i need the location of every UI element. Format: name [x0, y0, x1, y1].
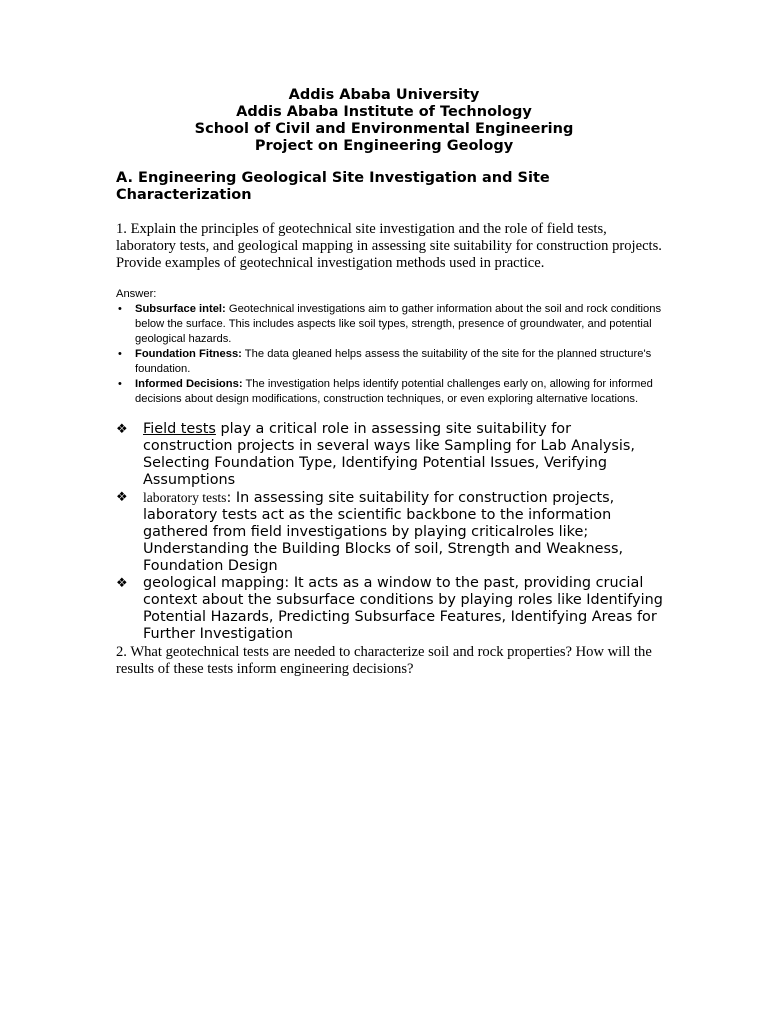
roles-list — [116, 421, 664, 643]
list-item — [116, 421, 664, 489]
institute-name: Addis Ababa Institute of Technology — [236, 104, 532, 120]
point-text: The investigation helps identify potential challenges early on, allowing for informed decisions about design modifications, construction techniques, or even exploring alternative locations. — [135, 378, 653, 405]
laboratory-tests-term: laboratory tests — [143, 490, 227, 505]
list-item — [116, 377, 664, 407]
question-2: 2. What geotechnical tests are needed to characterize soil and rock properties? How will the results of these tests inform engineering decisions? — [116, 644, 652, 678]
bullet-icon: • — [118, 303, 122, 315]
diamond-bullet-icon: ❖ — [116, 422, 128, 437]
field-tests-text: play a critical role in assessing site suitability for construction projects in several ways like Sampling for Lab Analysis, Selecting Foundation Type, Identifying Potential Issues, Verifying Assumptions — [143, 421, 635, 488]
list-item — [116, 302, 664, 347]
diamond-bullet-icon: ❖ — [116, 576, 128, 591]
answer-label: Answer: — [116, 288, 157, 300]
geological-mapping-text: geological mapping: It acts as a window to the past, providing crucial context about the subsurface conditions by playing roles like Identifying Potential Hazards, Predicting Subsurface Features, Identifying Areas for Further Investigation — [143, 575, 663, 642]
project-title: Project on Engineering Geology — [254, 138, 514, 154]
point-title: Informed Decisions: — [135, 378, 243, 390]
answer-block — [116, 287, 664, 407]
point-title: Foundation Fitness: — [135, 348, 242, 360]
point-text: The data gleaned helps assess the suitability of the site for the planned structure's foundation. — [135, 348, 652, 375]
bullet-icon: • — [118, 348, 122, 360]
answer-bullet-list — [116, 302, 664, 407]
list-item — [116, 347, 664, 377]
diamond-bullet-icon: ❖ — [116, 490, 128, 505]
document-header — [80, 87, 688, 155]
school-name: School of Civil and Environmental Engineering — [194, 121, 574, 137]
laboratory-tests-text: : In assessing site suitability for construction projects, laboratory tests act as the scientific backbone to the information gathered from field investigations by playing criticalroles like; Understanding the Building Blocks of soil, Strength and Weakness, Foundation Design — [143, 490, 624, 574]
point-text: Geotechnical investigations aim to gather information about the soil and rock conditions below the surface. This includes aspects like soil types, strength, presence of groundwater, and potential geological hazards. — [135, 303, 662, 345]
point-title: Subsurface intel: — [135, 303, 226, 315]
field-tests-term: Field tests — [143, 421, 216, 437]
list-item — [116, 489, 664, 575]
bullet-icon: • — [118, 378, 122, 390]
list-item — [116, 575, 664, 643]
university-name: Addis Ababa University — [288, 87, 480, 103]
section-heading: A. Engineering Geological Site Investigation and Site Characterization — [116, 170, 550, 203]
question-1: 1. Explain the principles of geotechnical site investigation and the role of field tests, laboratory tests, and geological mapping in assessing site suitability for construction projects. Provide examples of geotechnical investigation methods used in practice. — [116, 221, 662, 272]
